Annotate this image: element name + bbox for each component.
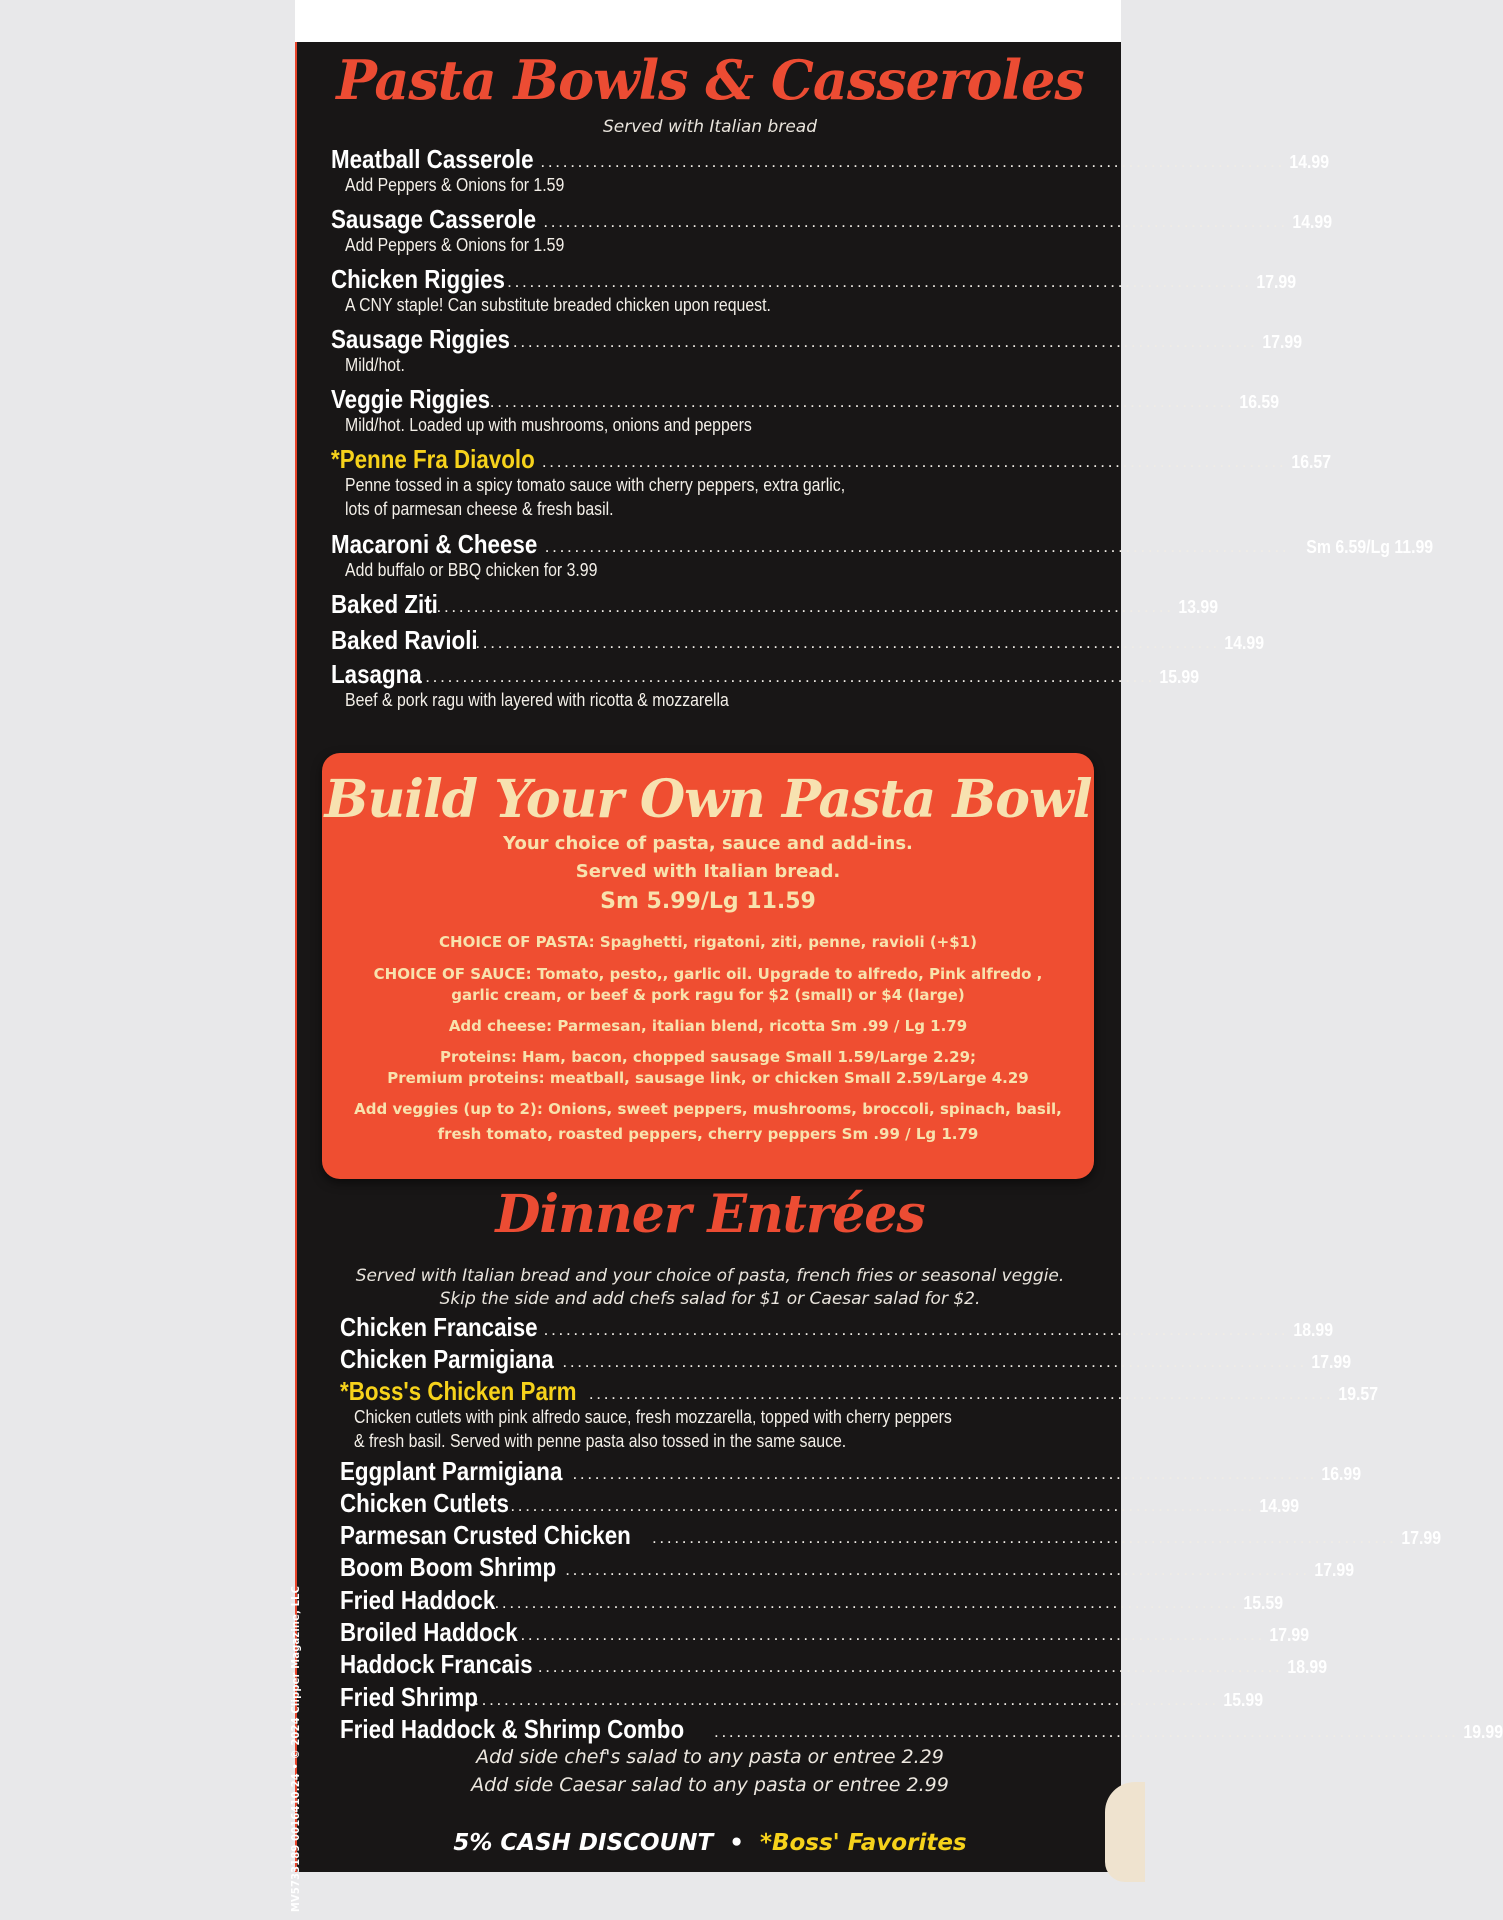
- footer-separator: •: [729, 1830, 744, 1856]
- menu-item-name: Fried Haddock: [340, 1585, 496, 1615]
- dot-leader: [540, 210, 1287, 234]
- menu-item-name: Haddock Francais: [340, 1649, 533, 1679]
- menu-item-name: Chicken Francaise: [340, 1312, 538, 1342]
- menu-item-name: *Penne Fra Diavolo: [331, 444, 535, 474]
- byo-sauce-choice-2: garlic cream, or beef & pork ragu for $2 (small) or $4 (large): [451, 986, 965, 1004]
- menu-item-price: 17.99: [1401, 1528, 1441, 1548]
- menu-item-description: lots of parmesan cheese & fresh basil.: [345, 499, 614, 519]
- menu-item-name: Boom Boom Shrimp: [340, 1552, 557, 1582]
- menu-item-name: Macaroni & Cheese: [331, 529, 538, 559]
- menu-item-price: 13.99: [1178, 597, 1219, 617]
- dot-leader: [711, 1720, 1458, 1744]
- dot-leader: [487, 390, 1234, 414]
- dot-leader: [535, 1655, 1282, 1679]
- pasta-section-subtitle: Served with Italian bread: [602, 117, 817, 137]
- menu-item-row: [340, 1344, 1352, 1374]
- byo-cheese: Add cheese: Parmesan, italian blend, ricotta Sm .99 / Lg 1.79: [448, 1017, 968, 1035]
- page-top-margin: [295, 0, 1121, 42]
- dot-leader: [426, 595, 1173, 619]
- menu-item-name: Eggplant Parmigiana: [340, 1456, 563, 1486]
- pasta-section-title: Pasta Bowls & Casseroles: [336, 48, 1084, 112]
- menu-item-row: [340, 1456, 1362, 1486]
- menu-item-price: 16.59: [1239, 392, 1279, 412]
- dot-leader: [539, 450, 1286, 474]
- byo-proteins-1: Proteins: Ham, bacon, chopped sausage Small 1.59/Large 2.29;: [439, 1048, 977, 1066]
- menu-item-row: [331, 384, 1279, 414]
- menu-item-description: Chicken cutlets with pink alfredo sauce, fresh mozzarella, topped with cherry peppers: [354, 1407, 952, 1427]
- menu-item-row: [340, 1714, 1503, 1744]
- dinner-subtitle-2: Skip the side and add chefs salad for $1 or Caesar salad for $2.: [439, 1289, 981, 1309]
- side-salad-note-1: Add side chef's salad to any pasta or entree 2.29: [476, 1746, 944, 1768]
- dot-leader: [559, 1350, 1306, 1374]
- menu-item-row: [340, 1488, 1300, 1518]
- dot-leader: [507, 1494, 1254, 1518]
- menu-item-description: Beef & pork ragu with layered with ricotta & mozzarella: [345, 690, 729, 710]
- menu-item-row: [331, 659, 1200, 689]
- menu-item-price: 14.99: [1292, 212, 1333, 232]
- byo-veggies-2: fresh tomato, roasted peppers, cherry peppers Sm .99 / Lg 1.79: [437, 1125, 979, 1143]
- dot-leader: [510, 330, 1257, 354]
- byo-intro-line-1: Your choice of pasta, sauce and add-ins.: [503, 833, 913, 854]
- dot-leader: [504, 270, 1251, 294]
- dinner-section-title: Dinner Entrées: [495, 1184, 925, 1245]
- menu-item-name: Meatball Casserole: [331, 144, 534, 174]
- byo-intro-line-2: Served with Italian bread.: [575, 861, 841, 882]
- menu-item-price: 16.57: [1291, 452, 1331, 472]
- menu-item-price: 16.99: [1321, 1464, 1362, 1484]
- menu-item-price: 17.99: [1269, 1625, 1310, 1645]
- menu-item-price: 15.99: [1159, 667, 1200, 687]
- menu-item-row: [340, 1649, 1327, 1679]
- menu-item-row: [331, 589, 1219, 619]
- menu-item-price: Sm 6.59/Lg 11.99: [1305, 537, 1433, 557]
- menu-item-price: 14.99: [1259, 1496, 1300, 1516]
- menu-page: [289, 42, 1503, 1912]
- side-salad-note-2: Add side Caesar salad to any pasta or entree 2.99: [471, 1774, 949, 1796]
- publication-code: MV5733189 0016410.24 • © 2024 Clipper Magazine, LLC: [289, 1585, 302, 1912]
- menu-item-row: [331, 264, 1297, 294]
- dot-leader: [541, 1318, 1288, 1342]
- dot-leader: [569, 1462, 1316, 1486]
- menu-item-name: Baked Ravioli: [331, 625, 478, 655]
- menu-item-price: 17.99: [1314, 1560, 1355, 1580]
- menu-item-price: 18.99: [1292, 1320, 1333, 1340]
- menu-item-name: Sausage Casserole: [331, 204, 537, 234]
- byo-sauce-choice-1: CHOICE OF SAUCE: Tomato, pesto,, garlic oil. Upgrade to alfredo, Pink alfredo ,: [373, 965, 1043, 983]
- menu-item-description: Mild/hot. Loaded up with mushrooms, onions and peppers: [345, 415, 752, 435]
- menu-item-row: [340, 1312, 1333, 1342]
- menu-item-description: Add buffalo or BBQ chicken for 3.99: [345, 560, 598, 580]
- menu-item-price: 17.99: [1311, 1352, 1352, 1372]
- menu-item-price: 14.99: [1224, 633, 1265, 653]
- menu-item-row: [340, 1585, 1284, 1615]
- dot-leader: [586, 1382, 1333, 1406]
- dot-leader: [562, 1558, 1309, 1582]
- menu-item-row: [331, 529, 1433, 559]
- menu-item-row: [340, 1682, 1264, 1712]
- byo-pasta-choice: CHOICE OF PASTA: Spaghetti, rigatoni, ziti, penne, ravioli (+$1): [439, 933, 977, 951]
- corner-food-image: [1105, 1782, 1145, 1882]
- dot-leader: [517, 1623, 1264, 1647]
- menu-item-row: [331, 625, 1265, 655]
- cash-discount: 5% CASH DISCOUNT: [453, 1830, 714, 1856]
- dot-leader: [407, 665, 1154, 689]
- menu-item-description: Penne tossed in a spicy tomato sauce with cherry peppers, extra garlic,: [345, 475, 846, 495]
- menu-item-row: [340, 1617, 1310, 1647]
- menu-item-row: [331, 324, 1302, 354]
- menu-item-row: [331, 204, 1333, 234]
- menu-item-price: 18.99: [1287, 1657, 1327, 1677]
- menu-item-name: Chicken Riggies: [331, 264, 505, 294]
- byo-veggies-1: Add veggies (up to 2): Onions, sweet peppers, mushrooms, broccoli, spinach, basil,: [354, 1100, 1062, 1118]
- menu-item-price: 15.59: [1243, 1593, 1284, 1613]
- menu-item-price: 19.99: [1463, 1722, 1503, 1742]
- menu-item-price: 14.99: [1289, 152, 1330, 172]
- menu-item-price: 17.99: [1256, 272, 1297, 292]
- menu-item-name: Parmesan Crusted Chicken: [340, 1520, 631, 1550]
- menu-item-description: Mild/hot.: [345, 355, 405, 375]
- byo-title: Build Your Own Pasta Bowl: [324, 769, 1092, 830]
- menu-item-row: [331, 144, 1330, 174]
- dot-leader: [491, 1591, 1238, 1615]
- menu-item-row: [340, 1520, 1441, 1550]
- menu-item-name: Fried Haddock & Shrimp Combo: [340, 1714, 685, 1744]
- menu-item-name: Veggie Riggies: [331, 384, 491, 414]
- byo-proteins-2: Premium proteins: meatball, sausage link, or chicken Small 2.59/Large 4.29: [387, 1069, 1029, 1087]
- menu-item-name: Sausage Riggies: [331, 324, 510, 354]
- dinner-subtitle-1: Served with Italian bread and your choice of pasta, french fries or seasonal veggie.: [355, 1266, 1065, 1286]
- dot-leader: [649, 1526, 1396, 1550]
- menu-item-name: Lasagna: [331, 659, 422, 689]
- menu-item-name: Chicken Parmigiana: [340, 1344, 554, 1374]
- menu-item-name: Broiled Haddock: [340, 1617, 518, 1647]
- byo-price: Sm 5.99/Lg 11.59: [600, 889, 816, 914]
- menu-item-price: 17.99: [1262, 332, 1302, 352]
- build-your-own-box: [322, 753, 1094, 1179]
- menu-item-description: Add Peppers & Onions for 1.59: [345, 235, 565, 255]
- dot-leader: [472, 631, 1219, 655]
- menu-item-price: 19.57: [1338, 1384, 1378, 1404]
- menu-item-price: 15.99: [1223, 1690, 1264, 1710]
- footer-bar: [297, 1830, 1123, 1856]
- menu-item-name: Fried Shrimp: [340, 1682, 478, 1712]
- menu-item-description: A CNY staple! Can substitute breaded chicken upon request.: [345, 295, 771, 315]
- dot-leader: [537, 150, 1284, 174]
- dot-leader: [471, 1688, 1218, 1712]
- boss-favorites-legend: *Boss' Favorites: [759, 1830, 967, 1856]
- menu-item-row: [331, 444, 1331, 474]
- menu-item-description: & fresh basil. Served with penne pasta also tossed in the same sauce.: [354, 1431, 847, 1451]
- menu-item-name: Baked Ziti: [331, 589, 438, 619]
- menu-item-row: [340, 1376, 1378, 1406]
- menu-item-name: *Boss's Chicken Parm: [340, 1376, 577, 1406]
- menu-item-row: [340, 1552, 1355, 1582]
- menu-item-description: Add Peppers & Onions for 1.59: [345, 175, 565, 195]
- menu-item-name: Chicken Cutlets: [340, 1488, 509, 1518]
- dot-leader: [542, 535, 1289, 559]
